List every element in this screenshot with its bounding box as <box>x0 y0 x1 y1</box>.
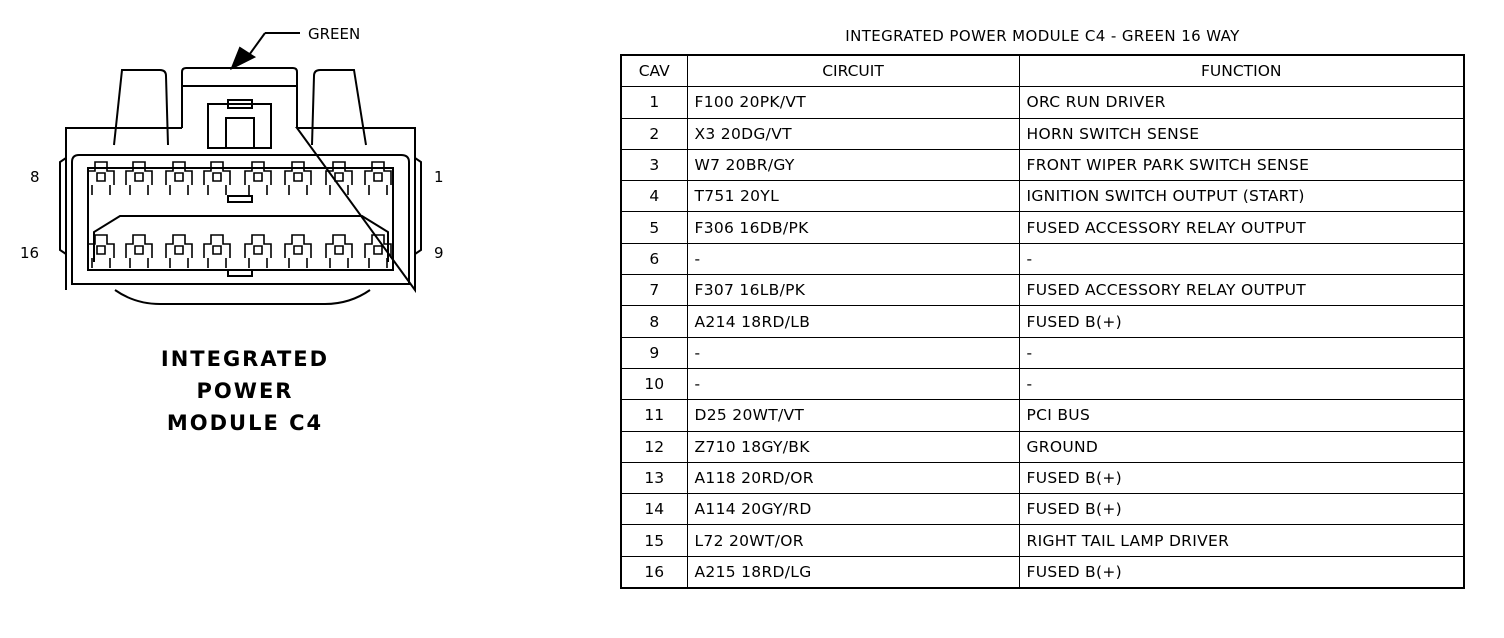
cell-function: FUSED ACCESSORY RELAY OUTPUT <box>1019 275 1464 306</box>
terminal-cavity <box>166 235 192 268</box>
terminal-cavity <box>204 162 230 195</box>
cell-function: - <box>1019 243 1464 274</box>
table-row <box>621 212 1464 243</box>
cell-circuit: F100 20PK/VT <box>687 87 1019 118</box>
table-row <box>621 243 1464 274</box>
connector-right-post <box>312 70 366 145</box>
cell-cav: 15 <box>621 525 687 556</box>
table-row <box>621 275 1464 306</box>
callout-arrowhead <box>232 48 254 68</box>
cell-function: PCI BUS <box>1019 400 1464 431</box>
caption-line-2: POWER <box>196 379 294 403</box>
table-row <box>621 462 1464 493</box>
pin-label-16: 16 <box>20 244 40 262</box>
cell-circuit: - <box>687 243 1019 274</box>
cell-circuit: D25 20WT/VT <box>687 400 1019 431</box>
header-function: FUNCTION <box>1019 55 1464 87</box>
table-row <box>621 306 1464 337</box>
cell-cav: 11 <box>621 400 687 431</box>
header-circuit: CIRCUIT <box>687 55 1019 87</box>
cell-function: FUSED B(+) <box>1019 556 1464 588</box>
cell-circuit: A114 20GY/RD <box>687 494 1019 525</box>
cell-cav: 2 <box>621 118 687 149</box>
cell-cav: 9 <box>621 337 687 368</box>
cell-circuit: T751 20YL <box>687 181 1019 212</box>
table-row <box>621 181 1464 212</box>
terminal-cavity <box>245 235 271 268</box>
cell-function: RIGHT TAIL LAMP DRIVER <box>1019 525 1464 556</box>
table-header-row <box>621 55 1464 87</box>
cell-function: FUSED ACCESSORY RELAY OUTPUT <box>1019 212 1464 243</box>
table-row <box>621 337 1464 368</box>
terminal-cavity <box>126 162 152 195</box>
terminal-cavity <box>365 162 391 195</box>
terminal-cavity <box>88 162 114 195</box>
cell-cav: 10 <box>621 368 687 399</box>
cell-cav: 14 <box>621 494 687 525</box>
terminal-cavity <box>126 235 152 268</box>
cell-circuit: A215 18RD/LG <box>687 556 1019 588</box>
cell-circuit: F306 16DB/PK <box>687 212 1019 243</box>
terminal-cavity <box>326 162 352 195</box>
cell-cav: 4 <box>621 181 687 212</box>
terminal-cavity <box>245 162 271 195</box>
header-cav: CAV <box>621 55 687 87</box>
table-row <box>621 400 1464 431</box>
connector-housing <box>66 128 415 290</box>
caption-line-3: MODULE C4 <box>166 411 324 435</box>
connector-caption <box>140 343 350 439</box>
terminal-cavity <box>88 235 114 268</box>
table-row <box>621 118 1464 149</box>
table-row <box>621 525 1464 556</box>
connector-left-post <box>114 70 168 145</box>
cell-function: GROUND <box>1019 431 1464 462</box>
cell-circuit: X3 20DG/VT <box>687 118 1019 149</box>
cell-circuit: Z710 18GY/BK <box>687 431 1019 462</box>
cell-function: HORN SWITCH SENSE <box>1019 118 1464 149</box>
table-row <box>621 149 1464 180</box>
cell-circuit: W7 20BR/GY <box>687 149 1019 180</box>
cell-function: ORC RUN DRIVER <box>1019 87 1464 118</box>
pinout-table <box>620 54 1465 589</box>
cell-function: FRONT WIPER PARK SWITCH SENSE <box>1019 149 1464 180</box>
table-title: INTEGRATED POWER MODULE C4 - GREEN 16 WAY <box>845 27 1240 45</box>
terminal-cavity <box>166 162 192 195</box>
cell-cav: 13 <box>621 462 687 493</box>
table-row <box>621 87 1464 118</box>
cell-cav: 16 <box>621 556 687 588</box>
caption-line-1: INTEGRATED <box>160 347 330 371</box>
cell-cav: 7 <box>621 275 687 306</box>
table-row <box>621 368 1464 399</box>
cell-function: IGNITION SWITCH OUTPUT (START) <box>1019 181 1464 212</box>
terminal-cavity <box>204 235 230 268</box>
cell-function: FUSED B(+) <box>1019 306 1464 337</box>
pin-label-1: 1 <box>434 168 444 186</box>
connector-diagram <box>0 0 480 330</box>
terminal-cavity <box>285 162 311 195</box>
cell-circuit: L72 20WT/OR <box>687 525 1019 556</box>
cell-cav: 5 <box>621 212 687 243</box>
pin-label-8: 8 <box>30 168 40 186</box>
cell-function: FUSED B(+) <box>1019 462 1464 493</box>
cell-cav: 1 <box>621 87 687 118</box>
cell-function: FUSED B(+) <box>1019 494 1464 525</box>
table-row <box>621 494 1464 525</box>
terminal-cavity <box>285 235 311 268</box>
color-callout-label: GREEN <box>308 25 361 43</box>
cell-circuit: F307 16LB/PK <box>687 275 1019 306</box>
table-row <box>621 556 1464 588</box>
cell-function: - <box>1019 368 1464 399</box>
cell-circuit: - <box>687 337 1019 368</box>
cell-function: - <box>1019 337 1464 368</box>
pin-label-9: 9 <box>434 244 444 262</box>
cell-cav: 6 <box>621 243 687 274</box>
cell-cav: 3 <box>621 149 687 180</box>
cell-cav: 8 <box>621 306 687 337</box>
cell-circuit: - <box>687 368 1019 399</box>
cell-circuit: A118 20RD/OR <box>687 462 1019 493</box>
cell-circuit: A214 18RD/LB <box>687 306 1019 337</box>
table-row <box>621 431 1464 462</box>
terminal-cavity <box>326 235 352 268</box>
cell-cav: 12 <box>621 431 687 462</box>
